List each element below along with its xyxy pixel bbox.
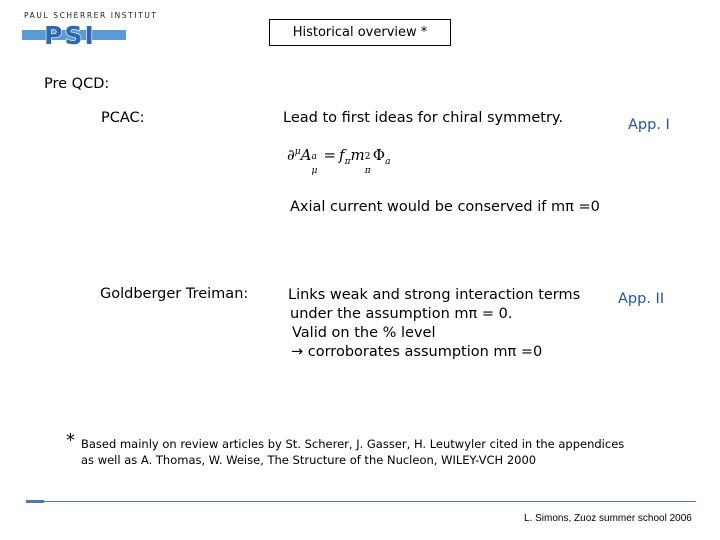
goldberger-appendix: App. II bbox=[618, 291, 665, 307]
pcac-formula: ∂$^\mu$A a μ = $f_\pi m$ 2 π $\Phi_a$ bbox=[287, 146, 391, 176]
pcac-appendix: App. I bbox=[628, 117, 670, 133]
footnote-line: Based mainly on review articles by St. Scherer, J. Gasser, H. Leutwyler cited in the appendices bbox=[81, 437, 625, 451]
footnote-text bbox=[81, 436, 624, 468]
psi-logo bbox=[22, 22, 126, 48]
footnote-marker: * bbox=[66, 430, 75, 451]
goldberger-line: Valid on the % level bbox=[292, 325, 436, 341]
footnote-line: as well as A. Thomas, W. Weise, The Structure of the Nucleon, WILEY-VCH 2000 bbox=[81, 453, 537, 467]
goldberger-line: Links weak and strong interaction terms bbox=[288, 287, 581, 303]
section-heading: Pre QCD: bbox=[44, 76, 110, 92]
institute-name: PAUL SCHERRER INSTITUT bbox=[24, 11, 158, 20]
footer-credit: L. Simons, Zuoz summer school 2006 bbox=[524, 513, 692, 524]
footer-accent bbox=[26, 500, 44, 503]
goldberger-line: → corroborates assumption mπ =0 bbox=[291, 344, 543, 360]
page-title bbox=[269, 19, 451, 46]
goldberger-text bbox=[288, 286, 580, 362]
goldberger-label: Goldberger Treiman: bbox=[100, 286, 249, 302]
pcac-conclusion: Axial current would be conserved if mπ =0 bbox=[290, 199, 600, 215]
logo-mark: PSI bbox=[44, 22, 96, 48]
page-title-text: Historical overview * bbox=[292, 25, 428, 40]
footer-divider bbox=[26, 501, 696, 502]
goldberger-line: under the assumption mπ = 0. bbox=[290, 306, 513, 322]
pcac-description: Lead to first ideas for chiral symmetry. bbox=[283, 110, 564, 126]
pcac-label: PCAC: bbox=[101, 110, 145, 126]
